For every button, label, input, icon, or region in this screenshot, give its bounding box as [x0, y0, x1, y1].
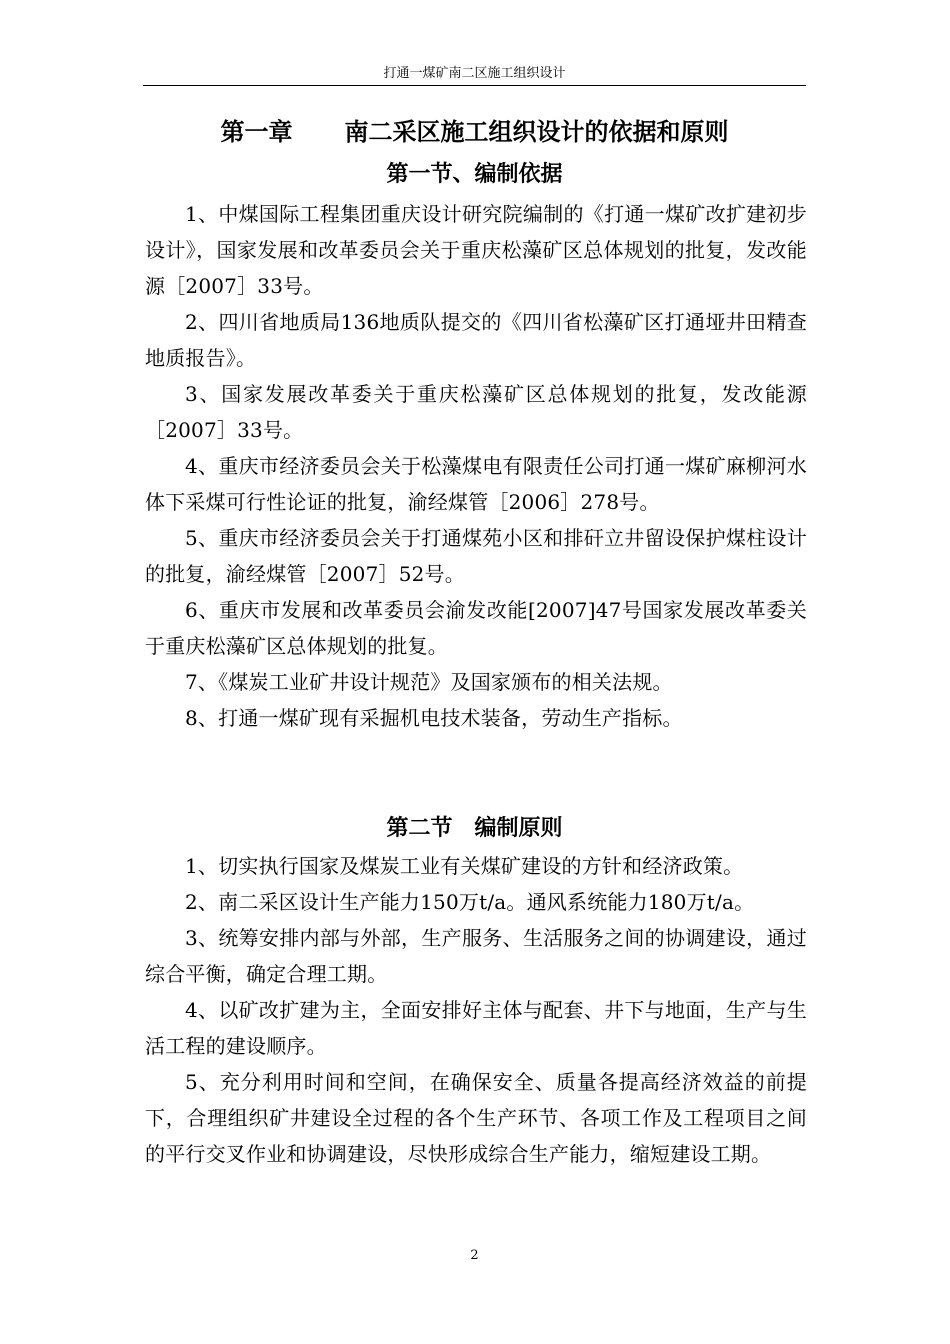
- basis-item: 1、中煤国际工程集团重庆设计研究院编制的《打通一煤矿改扩建初步设计》，国家发展和改革委员会关于重庆松藻矿区总体规划的批复，发改能源［2007］33号。: [145, 202, 807, 298]
- basis-item: 2、四川省地质局136地质队提交的《四川省松藻矿区打通垭井田精查地质报告》。: [145, 310, 807, 370]
- chapter-number: 第一章: [220, 117, 293, 146]
- principle-item: 5、充分利用时间和空间，在确保安全、质量各提高经济效益的前提下，合理组织矿井建设全过程的各个生产环节、各项工作及工程项目之间的平行交叉作业和协调建设，尽快形成综合生产能力，缩短建设工期。: [145, 1070, 807, 1166]
- principle-item: 1、切实执行国家及煤炭工业有关煤矿建设的方针和经济政策。: [185, 854, 744, 878]
- section-1-heading: 第一节、编制依据: [386, 161, 563, 187]
- principle-item: 3、统筹安排内部与外部，生产服务、生活服务之间的协调建设，通过综合平衡，确定合理工期。: [145, 926, 807, 986]
- section-2-number: 第二节: [386, 815, 453, 841]
- chapter-heading: [143, 114, 806, 150]
- running-header: 打通一煤矿南二区施工组织设计: [383, 66, 566, 81]
- section-2-title: 编制原则: [474, 815, 563, 841]
- section-2-heading: [143, 810, 806, 846]
- basis-item: 6、重庆市发展和改革委员会渝发改能[2007]47号国家发展改革委关于重庆松藻矿区总体规划的批复。: [145, 598, 807, 658]
- section-1-body: [145, 196, 807, 736]
- section-2-body: [145, 848, 807, 1172]
- page-number: 2: [470, 1248, 479, 1263]
- basis-item: 5、重庆市经济委员会关于打通煤苑小区和排矸立井留设保护煤柱设计的批复，渝经煤管［2007］52号。: [145, 526, 807, 586]
- principle-item: 2、南二采区设计生产能力150万t/a。通风系统能力180万t/a。: [185, 890, 755, 914]
- basis-item: 7、《煤炭工业矿井设计规范》及国家颁布的相关法规。: [185, 670, 673, 694]
- basis-item: 4、重庆市经济委员会关于松藻煤电有限责任公司打通一煤矿麻柳河水体下采煤可行性论证的批复，渝经煤管［2006］278号。: [145, 454, 807, 514]
- principle-item: 4、以矿改扩建为主，全面安排好主体与配套、井下与地面，生产与生活工程的建设顺序。: [145, 998, 807, 1058]
- chapter-title: 南二采区施工组织设计的依据和原则: [344, 117, 729, 146]
- basis-item: 8、打通一煤矿现有采掘机电技术装备，劳动生产指标。: [185, 706, 683, 730]
- basis-item: 3、国家发展改革委关于重庆松藻矿区总体规划的批复，发改能源［2007］33号。: [145, 382, 807, 442]
- header-divider: [143, 85, 806, 86]
